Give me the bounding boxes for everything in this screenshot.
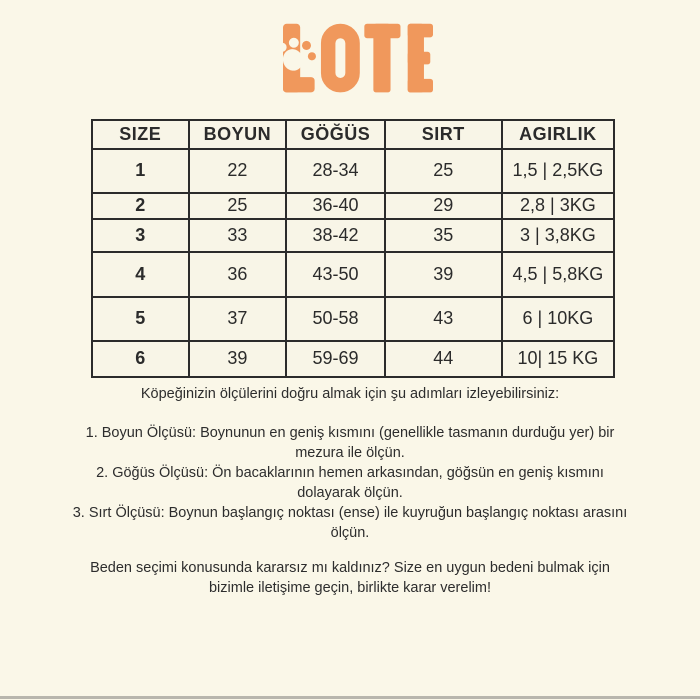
table-cell: 28-34 xyxy=(286,149,385,193)
table-cell: 43 xyxy=(385,297,502,341)
table-cell: 25 xyxy=(385,149,502,193)
table-cell: 44 xyxy=(385,341,502,377)
table-cell: 37 xyxy=(189,297,287,341)
table-cell: 33 xyxy=(189,219,287,252)
table-cell: 3 xyxy=(92,219,189,252)
table-cell: 4 xyxy=(92,252,189,297)
table-cell: 38-42 xyxy=(286,219,385,252)
table-cell: 5 xyxy=(92,297,189,341)
step-neck-measure: 1. Boyun Ölçüsü: Boynunun en geniş kısmını (genellikle tasmanın durduğu yer) bir mezura ile ölçün. xyxy=(85,425,615,461)
table-cell: 10| 15 KG xyxy=(502,341,614,377)
table-row xyxy=(92,341,614,377)
column-header-sirt: SIRT xyxy=(385,120,502,149)
table-cell: 25 xyxy=(189,193,287,219)
table-cell: 6 xyxy=(92,341,189,377)
table-cell: 43-50 xyxy=(286,252,385,297)
table-row xyxy=(92,297,614,341)
step-back-measure: 3. Sırt Ölçüsü: Boynun başlangıç noktası (ense) ile kuyruğun başlangıç noktası arasını ölçün. xyxy=(72,505,628,541)
table-cell: 22 xyxy=(189,149,287,193)
lote-wordmark xyxy=(283,20,433,98)
table-cell: 3 | 3,8KG xyxy=(502,219,614,252)
table-cell: 1 xyxy=(92,149,189,193)
table-cell: 6 | 10KG xyxy=(502,297,614,341)
column-header-gogus: GÖĞÜS xyxy=(286,120,385,149)
table-cell: 29 xyxy=(385,193,502,219)
column-header-agirlik: AGIRLIK xyxy=(502,120,614,149)
table-cell: 36-40 xyxy=(286,193,385,219)
table-cell: 39 xyxy=(189,341,287,377)
table-cell: 35 xyxy=(385,219,502,252)
step-chest-measure: 2. Göğüs Ölçüsü: Ön bacaklarının hemen arkasından, göğsün en geniş kısmını dolayarak ölçün. xyxy=(96,465,604,501)
column-header-boyun: BOYUN xyxy=(189,120,287,149)
table-cell: 2 xyxy=(92,193,189,219)
table-header-row xyxy=(92,120,614,149)
table-cell: 59-69 xyxy=(286,341,385,377)
table-cell: 39 xyxy=(385,252,502,297)
table-cell: 1,5 | 2,5KG xyxy=(502,149,614,193)
table-row xyxy=(92,219,614,252)
size-chart-table xyxy=(91,119,615,378)
table-cell: 2,8 | 3KG xyxy=(502,193,614,219)
table-cell: 50-58 xyxy=(286,297,385,341)
table-row xyxy=(92,252,614,297)
bottom-divider xyxy=(0,696,700,699)
table-row xyxy=(92,149,614,193)
table-row xyxy=(92,193,614,219)
brand-logo xyxy=(283,20,433,98)
size-help-text: Beden seçimi konusunda kararsız mı kaldınız? Size en uygun bedeni bulmak için bizimle iletişime geçin, birlikte karar verelim! xyxy=(90,560,610,596)
table-cell: 36 xyxy=(189,252,287,297)
measuring-steps-list xyxy=(71,423,629,543)
column-header-size: SIZE xyxy=(92,120,189,149)
table-cell: 4,5 | 5,8KG xyxy=(502,252,614,297)
measuring-intro-text: Köpeğinizin ölçülerini doğru almak için şu adımları izleyebilirsiniz: xyxy=(140,386,560,402)
